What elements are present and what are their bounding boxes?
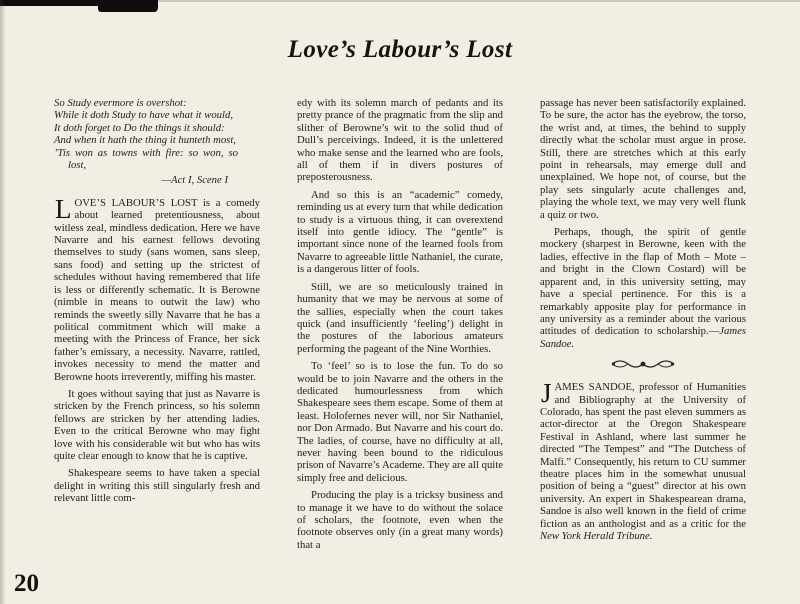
epigraph-attribution: —Act I, Scene I bbox=[161, 174, 228, 187]
paragraph: Producing the play is a tricksy business and to manage it we have to do without the solace of scholars, the footnote, even when the footnote observes only (in a great many words) that a bbox=[297, 489, 503, 551]
paragraph: To ‘feel’ so is to lose the fun. To do so would be to join Navarre and the others in the dedicated humourlessness from which Shakespeare sees them escape. Some of them at least. Holofernes never will, nor Sir Nathaniel, nor Don Armado. But Navarre and his court do. The ladies, of course, have no difficulty at all, never having been bound to the ridiculous prison of Navarre’s Academe. They are all quite simply free and delicious. bbox=[297, 360, 503, 484]
paragraph bbox=[540, 226, 746, 350]
bio-publication: New York Herald Tribune. bbox=[540, 530, 653, 542]
paragraph: Shakespeare seems to have taken a special delight in writing this still singularly fresh and relevant little com- bbox=[54, 467, 260, 505]
scan-artifact-top-blob bbox=[98, 5, 158, 12]
paragraph-continuation: passage has never been satisfactorily explained. To be sure, the actor has the eyebrow, the torso, the wrist and, at times, the behind to supply directly what the scholar must argue in prose. Still, there are stretches which at this early point in rehearsals, may emerge dull and unexplained. We hope not, of course, but the play sets singularly acute challenges and, playing the whole text, we may very well flunk a quiz or two. bbox=[540, 97, 746, 221]
bio-text: AMES SANDOE, professor of Humanities and Bibliography at the University of Colorado, has spent the past eleven summers as actor-director at the Oregon Shakespeare Festival in Ashland, where last summer he directed “The Tempest” and “The Dutchess of Malfi.” Consequently, his return to CU summer theatre places him in the somewhat unusual position of being a “guest” director at his own university. An expert in Shakespearean drama, Sandoe is also well known in the field of crime fiction as an anthologist and as a critic for the bbox=[540, 381, 746, 530]
page-title: Love’s Labour’s Lost bbox=[287, 36, 513, 63]
scan-artifact-left-edge bbox=[0, 0, 6, 604]
column-right bbox=[540, 97, 746, 556]
paragraph-text: Perhaps, though, the spirit of gentle mockery (sharpest in Berowne, keen with the ladies, effective in the flap of Moth – Mote – and bright in the Clown Costard) will be apparent and, in this university setting, may have a special pertinence. For this is a remarkably apposite play for performance in any university as a reminder about the various attitudes of dedication to scholarship.— bbox=[540, 226, 746, 338]
epigraph-line: ’Tis won as towns with fire: so won, so lost, bbox=[54, 146, 238, 172]
paragraph-lead bbox=[54, 193, 260, 383]
article-columns bbox=[54, 97, 746, 556]
epigraph-line: So Study evermore is overshot: bbox=[54, 97, 187, 109]
paragraph-continuation: edy with its solemn march of pedants and its pretty prance of the pragmatic from the slip and slither of Berowne’s wit to the solid thud of Dull’s perceivings. Indeed, it is the unlettered who make sense and the learned who are fools, all of them if in divers postures of preposterousness. bbox=[297, 97, 503, 184]
paragraph: And so this is an “academic” comedy, reminding us at every turn that while dedication to study is a virtuous thing, it can overextend itself into gentle idiocy. The “gentle” is important since none of the learned fools from Navarre to agreeable little Nathaniel, the curate, is a dangerous litter of fools. bbox=[297, 188, 503, 276]
paragraph: Still, we are so meticulously trained in humanity that we may be nervous at some of the sallies, especially when the court takes quick (and insufficiently ‘feeling’) delight in the postures of the laborious amateurs performing the pageant of the Nine Worthies. bbox=[297, 280, 503, 355]
scan-artifact-top-line bbox=[158, 0, 800, 2]
column-middle bbox=[297, 97, 503, 556]
paragraph-text: OVE’S LABOUR’S LOST is a comedy about learned pretentiousness, about witless zeal, mindless dedication. Here we have Navarre and his earnest fellows devoting themselves to study (sans women, sans sleep, sans food) and setting up the strictest of schedules without having remembered that life is less or differently schematic. It is Berowne (nimble in means to outwit the law) who reminds the sweetly silly Navarre that he has a political commitment which will make a meeting with the Princess of France, her sick father’s emissary, a necessity. Navarre, rattled, invokes necessity to mend the matter and Berowne hoots irreverently, miffing his master. bbox=[54, 196, 260, 383]
epigraph bbox=[54, 97, 260, 187]
bio-paragraph bbox=[540, 378, 746, 542]
column-left bbox=[54, 97, 260, 556]
page-number: 20 bbox=[14, 570, 39, 597]
author-byline: James Sandoe. bbox=[540, 325, 746, 350]
epigraph-line: It doth forget to Do the things it should: bbox=[54, 121, 225, 134]
dropcap-letter: L bbox=[55, 193, 72, 224]
scroll-fleuron-icon bbox=[540, 357, 746, 373]
epigraph-line: While it doth Study to have what it would, bbox=[54, 109, 233, 122]
paragraph: It goes without saying that just as Navarre is stricken by the French princess, so his solemn fellows are stricken by her attending ladies. Even to the critical Berowne who may fight love with his considerable wit but who has wits quite clear enough to know that he is captive. bbox=[54, 387, 260, 462]
dropcap-letter: J bbox=[541, 378, 552, 409]
epigraph-line: And when it hath the thing it hunteth most, bbox=[54, 134, 236, 147]
